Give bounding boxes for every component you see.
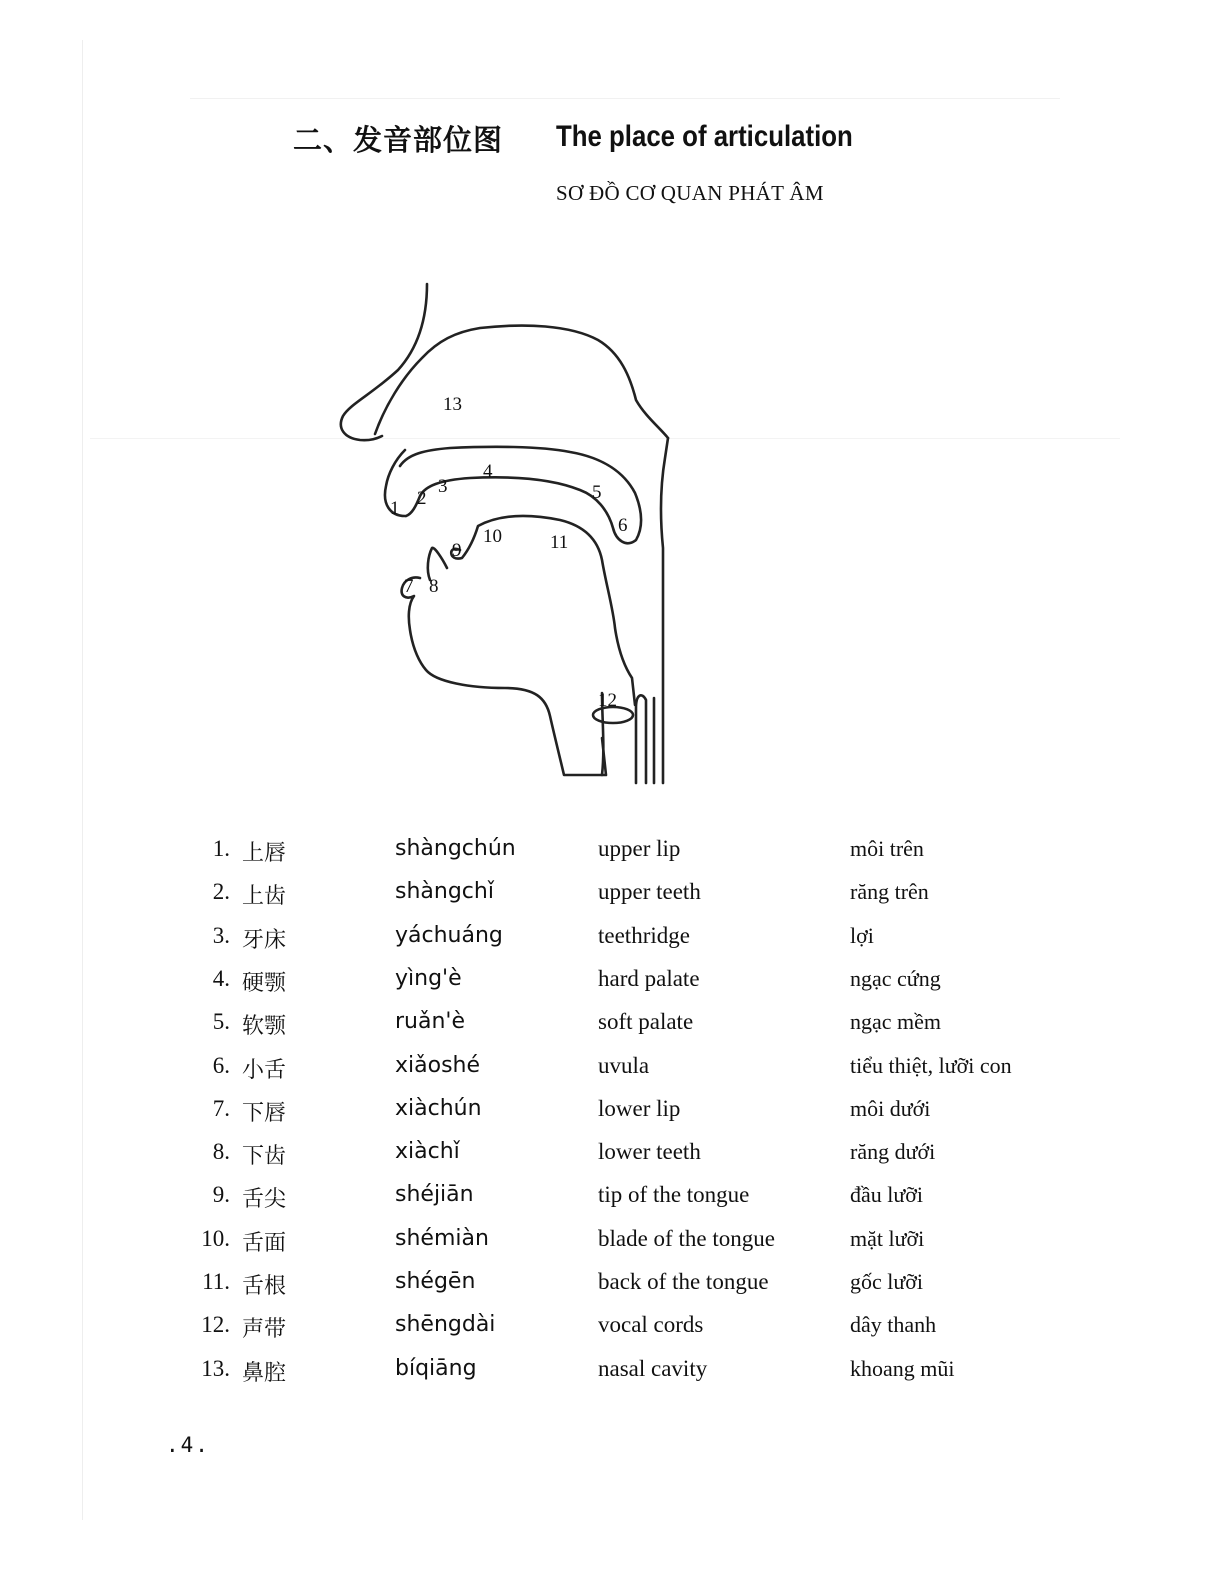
term-row [0,966,1225,1006]
term-english: blade of the tongue [598,1225,775,1251]
term-number: 1. [212,836,230,861]
term-row [0,1269,1225,1309]
term-chinese: 牙床 [242,927,287,953]
term-chinese: 硬颚 [242,970,287,996]
term-vietnamese: môi trên [850,836,924,861]
term-number: 6. [212,1052,230,1078]
nasal-cavity-outline [375,326,668,438]
diagram-label-13: 13 [443,394,462,415]
diagram-label-6: 6 [618,515,628,536]
heading-vietnamese: SƠ ĐỒ CƠ QUAN PHÁT ÂM [556,181,824,205]
scan-bleed-line [190,98,1060,99]
term-pinyin: shēngdài [395,1312,496,1338]
term-english: nasal cavity [598,1355,708,1381]
term-row [0,923,1225,963]
articulation-diagram [330,278,690,793]
page-number: .4. [166,1433,210,1457]
term-chinese: 上唇 [242,841,287,866]
vocal-tract-illustration [330,278,690,793]
term-vietnamese: ngạc mềm [850,1009,942,1035]
term-row [0,1009,1225,1049]
term-number: 10. [201,1225,230,1251]
term-number: 9. [212,1182,230,1208]
term-row [0,1096,1225,1136]
term-pinyin: bíqiāng [395,1355,477,1381]
diagram-label-5: 5 [592,482,602,503]
term-chinese: 软颚 [242,1014,287,1040]
diagram-label-10: 10 [483,526,502,547]
term-pinyin: shémiàn [395,1225,489,1251]
diagram-label-2: 2 [417,488,427,509]
nose-outline [341,284,427,440]
term-english: lower lip [598,1095,681,1121]
palate-outline [400,447,641,543]
term-number: 12. [201,1312,230,1338]
lower-lip-outline [402,577,606,775]
term-number: 4. [212,965,230,991]
term-english: upper lip [598,836,681,861]
diagram-label-11: 11 [550,532,569,553]
term-chinese: 舌尖 [242,1187,287,1213]
diagram-label-9: 9 [452,540,462,561]
term-row [0,1139,1225,1179]
term-pinyin: shéjiān [395,1182,474,1208]
term-chinese: 下齿 [242,1144,287,1170]
term-number: 2. [212,879,230,905]
term-pinyin: shàngchǐ [395,879,494,905]
diagram-label-12: 12 [598,690,617,711]
term-chinese: 小舌 [242,1057,287,1083]
term-chinese: 声带 [242,1317,287,1343]
term-pinyin: yìng'è [395,965,462,991]
term-pinyin: yáchuáng [395,922,503,948]
term-chinese: 鼻腔 [242,1360,287,1386]
term-pinyin: shégēn [395,1269,476,1294]
term-row [0,1053,1225,1093]
term-vietnamese: môi dưới [850,1095,931,1121]
diagram-label-1: 1 [390,498,400,519]
term-vietnamese: răng trên [850,879,929,905]
term-number: 13. [201,1355,230,1381]
term-chinese: 下唇 [242,1100,287,1126]
term-vietnamese: lợi [850,922,874,948]
trachea-front [636,695,646,783]
term-row [0,1312,1225,1352]
term-english: vocal cords [598,1312,704,1338]
section-heading [293,118,853,159]
diagram-label-8: 8 [429,576,439,597]
heading-chinese: 二、发音部位图 [293,123,504,157]
term-number: 3. [212,922,230,948]
term-number: 11. [202,1269,230,1294]
term-english: teethridge [598,922,690,948]
heading-english: The place of articulation [556,120,853,153]
tongue-outline [451,516,635,705]
term-number: 5. [212,1009,230,1035]
term-english: soft palate [598,1009,694,1035]
term-vietnamese: răng dưới [850,1139,936,1165]
term-english: back of the tongue [598,1269,769,1294]
term-vietnamese: khoang mũi [850,1355,955,1381]
term-row [0,879,1225,919]
term-row [0,1356,1225,1396]
term-row [0,1226,1225,1266]
term-pinyin: xiàchǐ [395,1139,460,1165]
term-chinese: 舌面 [242,1230,287,1256]
term-pinyin: xiǎoshé [395,1052,481,1078]
term-pinyin: xiàchún [395,1095,482,1121]
term-vietnamese: dây thanh [850,1312,937,1338]
pharynx-back-wall [661,438,668,783]
term-english: hard palate [598,965,700,991]
term-vietnamese: tiểu thiệt, lưỡi con [850,1052,1012,1078]
term-english: upper teeth [598,879,701,905]
diagram-label-4: 4 [483,461,493,482]
term-vietnamese: đầu lưỡi [850,1182,924,1208]
term-number: 7. [212,1095,230,1121]
term-pinyin: ruǎn'è [395,1009,465,1035]
diagram-label-7: 7 [404,576,414,597]
term-row [0,1182,1225,1222]
term-chinese: 舌根 [242,1274,287,1299]
term-pinyin: shàngchún [395,836,516,861]
term-english: lower teeth [598,1139,701,1165]
term-vietnamese: gốc lưỡi [850,1269,924,1294]
term-vietnamese: ngạc cứng [850,965,941,991]
term-row [0,836,1225,876]
term-english: tip of the tongue [598,1182,750,1208]
term-vietnamese: mặt lưỡi [850,1225,925,1251]
term-chinese: 上齿 [242,884,287,910]
term-english: uvula [598,1052,650,1078]
diagram-label-3: 3 [438,476,448,497]
term-number: 8. [212,1139,230,1165]
